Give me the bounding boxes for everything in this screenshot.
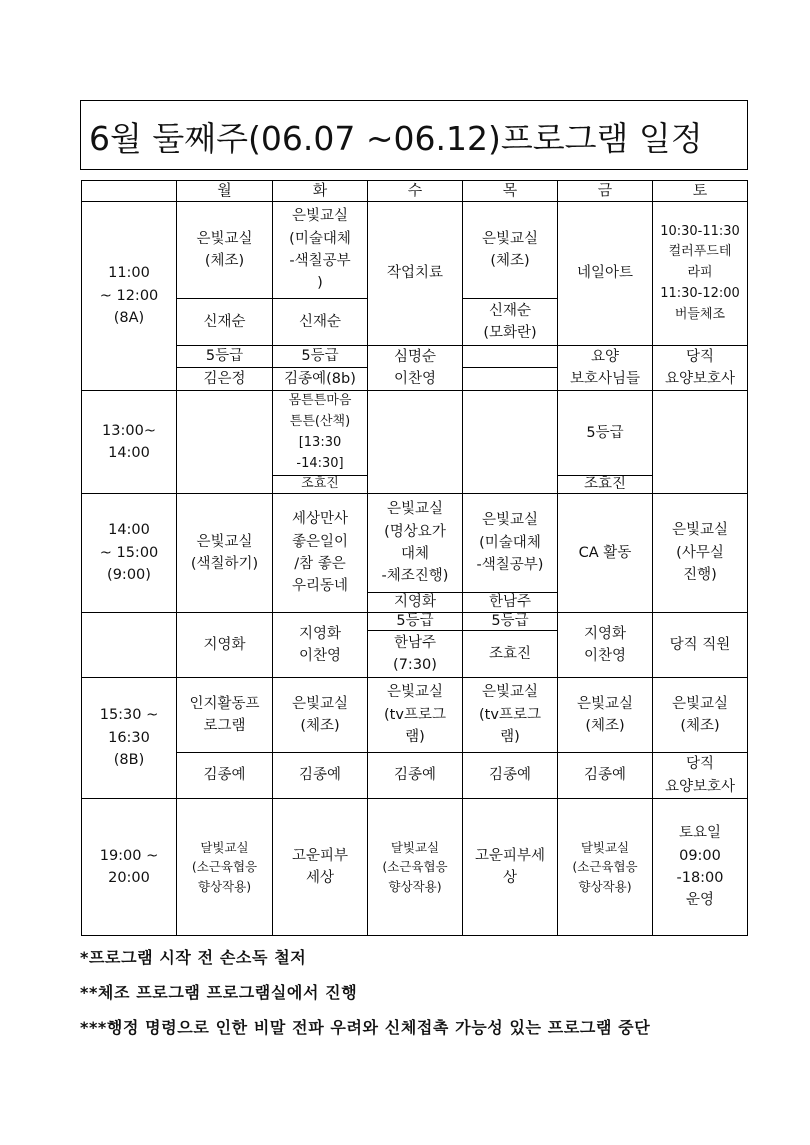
cell-wed-c-grade: 5등급 [367,612,463,631]
cell-thu-d-staff: 김종예 [462,752,558,799]
title-box [80,100,748,170]
notes [80,945,650,1050]
cell-thu-e: 고운피부세 상 [462,798,558,936]
cell-mon-a-name: 김은정 [176,367,273,391]
cell-time-1100: 11:00 ~ 12:00 (8A) [81,201,177,391]
cell-tue-d: 은빛교실 (체조) [272,677,368,753]
cell-mon-a-grade: 5등급 [176,345,273,368]
cell-mon-c: 은빛교실 (색칠하기) [176,493,273,613]
cell-wed-d-staff: 김종예 [367,752,463,799]
cell-sat-b [652,390,748,494]
cell-wed-c-name: 한남주 (7:30) [367,630,463,678]
cell-thu-c-grade: 5등급 [462,612,558,631]
cell-mon-e: 달빛교실 (소근육협응 향상작용) [176,798,273,936]
cell-header-mon: 월 [176,180,273,202]
cell-fri-b-staff: 조효진 [557,475,653,494]
schedule-table [81,180,747,935]
cell-tue-a-name: 김종예(8b) [272,367,368,391]
page-title: 6월 둘째주(06.07 ~06.12)프로그램 일정 [89,119,703,158]
cell-sat-a: 10:30-11:30 컬러푸드테 라피 11:30-12:00 버들체조 [652,201,748,346]
cell-tue-d-staff: 김종예 [272,752,368,799]
cell-sat-a-staff: 당직 요양보호사 [652,345,748,391]
cell-thu-c-name: 조효진 [462,630,558,678]
note-1: *프로그램 시작 전 손소독 철저 [80,948,307,967]
cell-mon-a: 은빛교실 (체조) [176,201,273,299]
cell-fri-a-staff: 요양 보호사님들 [557,345,653,391]
cell-thu-b [462,390,558,494]
cell-wed-c-staff: 지영화 [367,592,463,613]
cell-time-1400-ext [81,612,177,678]
cell-thu-c: 은빛교실 (미술대체 -색칠공부) [462,493,558,593]
cell-header-wed: 수 [367,180,463,202]
cell-fri-b: 5등급 [557,390,653,476]
cell-sat-d-staff: 당직 요양보호사 [652,752,748,799]
cell-wed-d: 은빛교실 (tv프로그 램) [367,677,463,753]
cell-thu-c-staff: 한남주 [462,592,558,613]
cell-header-sat: 토 [652,180,748,202]
cell-sat-e: 토요일 09:00 -18:00 운영 [652,798,748,936]
cell-thu-a-blank1 [462,345,558,368]
cell-tue-e: 고운피부 세상 [272,798,368,936]
cell-time-1900: 19:00 ~ 20:00 [81,798,177,936]
cell-time-1300: 13:00~ 14:00 [81,390,177,494]
cell-header-fri: 금 [557,180,653,202]
cell-sat-c: 은빛교실 (사무실 진행) [652,493,748,613]
note-3: ***행정 명령으로 인한 비말 전파 우려와 신체접촉 가능성 있는 프로그램 중단 [80,1018,651,1037]
cell-thu-d: 은빛교실 (tv프로그 램) [462,677,558,753]
cell-tue-c: 세상만사 좋은일이 /참 좋은 우리동네 [272,493,368,613]
cell-fri-e: 달빛교실 (소근육협응 향상작용) [557,798,653,936]
cell-wed-e: 달빛교실 (소근육협응 향상작용) [367,798,463,936]
cell-time-1400: 14:00 ~ 15:00 (9:00) [81,493,177,613]
cell-wed-a-staff: 심명순 이찬영 [367,345,463,391]
cell-header-thu: 목 [462,180,558,202]
cell-tue-a-staff: 신재순 [272,298,368,346]
cell-fri-d: 은빛교실 (체조) [557,677,653,753]
cell-wed-c: 은빛교실 (명상요가 대체 -체조진행) [367,493,463,593]
cell-header-tue: 화 [272,180,368,202]
cell-sat-c-staff: 당직 직원 [652,612,748,678]
note-2: **체조 프로그램 프로그램실에서 진행 [80,983,358,1002]
cell-mon-a-staff: 신재순 [176,298,273,346]
cell-time-1530: 15:30 ~ 16:30 (8B) [81,677,177,799]
cell-thu-a-staff: 신재순 (모화란) [462,298,558,346]
cell-fri-c-staff: 지영화 이찬영 [557,612,653,678]
cell-tue-b: 몸튼튼마음 튼튼(산책) [13:30 -14:30] [272,390,368,476]
cell-wed-a: 작업치료 [367,201,463,346]
cell-sat-d: 은빛교실 (체조) [652,677,748,753]
cell-tue-a: 은빛교실 (미술대체 -색칠공부 ) [272,201,368,299]
cell-mon-c-staff: 지영화 [176,612,273,678]
cell-mon-d: 인지활동프 로그램 [176,677,273,753]
cell-fri-d-staff: 김종예 [557,752,653,799]
cell-tue-a-grade: 5등급 [272,345,368,368]
cell-thu-a: 은빛교실 (체조) [462,201,558,299]
cell-header-corner [81,180,177,202]
cell-fri-a: 네일아트 [557,201,653,346]
cell-fri-c: CA 활동 [557,493,653,613]
cell-tue-c-staff: 지영화 이찬영 [272,612,368,678]
cell-tue-b-staff: 조효진 [272,475,368,494]
cell-wed-b [367,390,463,494]
cell-thu-a-blank2 [462,367,558,391]
cell-mon-d-staff: 김종예 [176,752,273,799]
cell-mon-b [176,390,273,494]
